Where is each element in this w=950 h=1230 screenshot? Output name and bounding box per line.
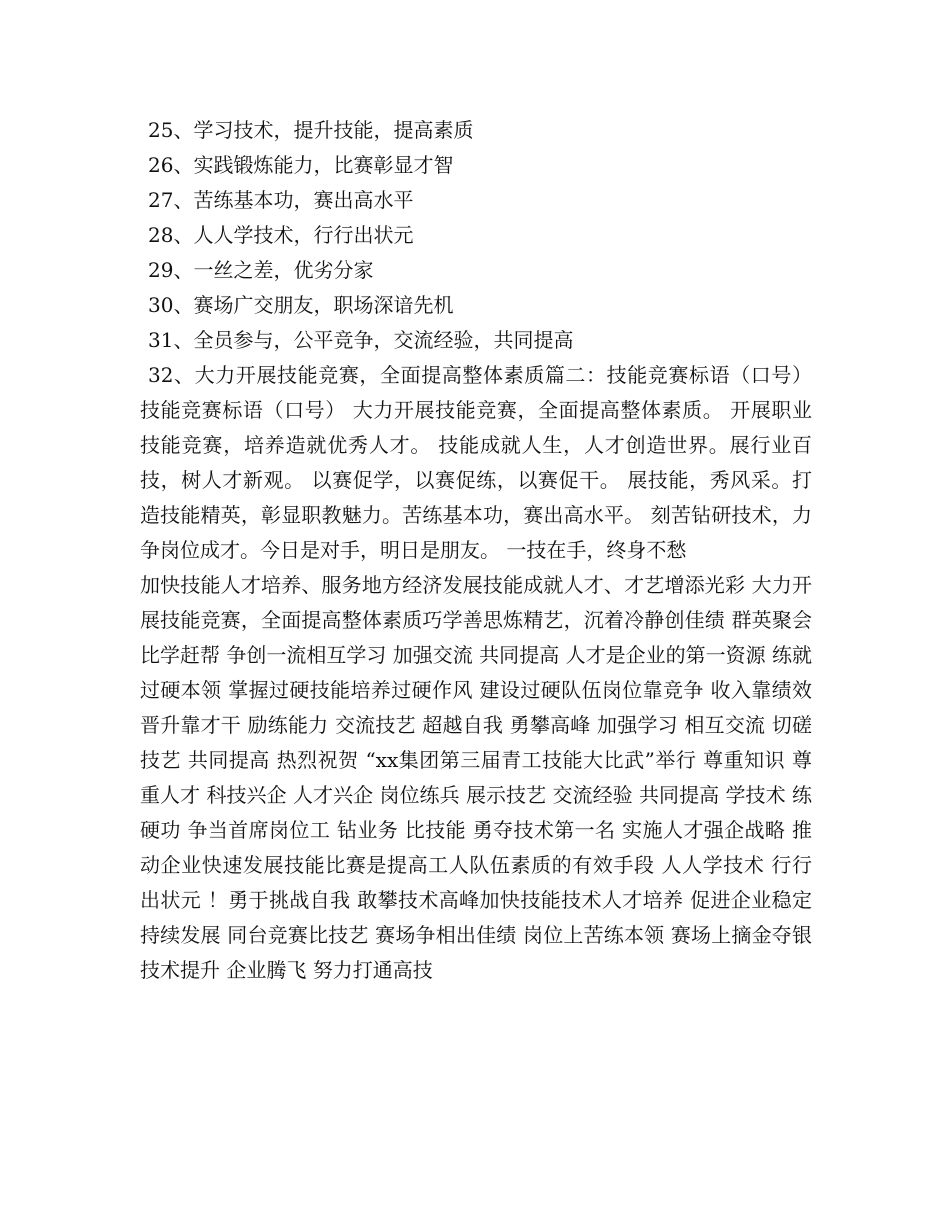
list-item: 27、苦练基本功，赛出高水平 [148, 188, 414, 212]
list-item: 28、人人学技术，行行出状元 [148, 223, 414, 247]
list-item: 26、实践锻炼能力，比赛彰显才智 [148, 153, 454, 177]
document-body [140, 113, 812, 988]
slogan-paragraph-2: 加快技能人才培养、服务地方经济发展技能成就人才、才艺增添光彩 大力开展技能竞赛，全面提高整体素质巧学善思炼精艺，沉着冷静创佳绩 群英聚会 比学赶帮 争创一流相互学习 加强交流 共同提高 人才是企业的第一资源 练就过硬本领 掌握过硬技能培养过硬作风 建设过硬队伍岗位靠竞争 收入靠绩效 晋升靠才干 励练能力 交流技艺 超越自我 勇攀高峰 加强学习 相互交流 切磋技艺 共同提高 热烈祝贺 “xx集团第三届青工技能大比武”举行 尊重知识 尊重人才 科技兴企 人才兴企 岗位练兵 展示技艺 交流经验 共同提高 学技术 练硬功 争当首席岗位工 钻业务 比技能 勇夺技术第一名 实施人才强企战略 推动企业快速发展技能比赛是提高工人队伍素质的有效手段 人人学技术 行行出状元 ！勇于挑战自我 敢攀技术高峰加快技能技术人才培养 促进企业稳定持续发展 同台竞赛比技艺 赛场争相出佳绩 岗位上苦练本领 赛场上摘金夺银 技术提升 企业腾飞 努力打通高技 [140, 573, 812, 982]
list-item: 25、学习技术，提升技能，提高素质 [148, 118, 474, 142]
list-item: 31、全员参与，公平竞争，交流经验，共同提高 [148, 328, 574, 352]
list-item: 29、一丝之差，优劣分家 [148, 258, 374, 282]
list-item: 30、赛场广交朋友，职场深谙先机 [148, 293, 454, 317]
slogan-paragraph-1: 32、大力开展技能竞赛，全面提高整体素质篇二：技能竞赛标语（口号） 技能竞赛标语（口号） 大力开展技能竞赛，全面提高整体素质。 开展职业技能竞赛，培养造就优秀人才。 技能成就人生，人才创造世界。展行业百技，树人才新观。 以赛促学，以赛促练，以赛促干。 展技能，秀风采。打造技能精英，彰显职教魅力。苦练基本功，赛出高水平。 刻苦钻研技术，力争岗位成才。今日是对手，明日是朋友。 一技在手，终身不愁 [140, 363, 812, 562]
